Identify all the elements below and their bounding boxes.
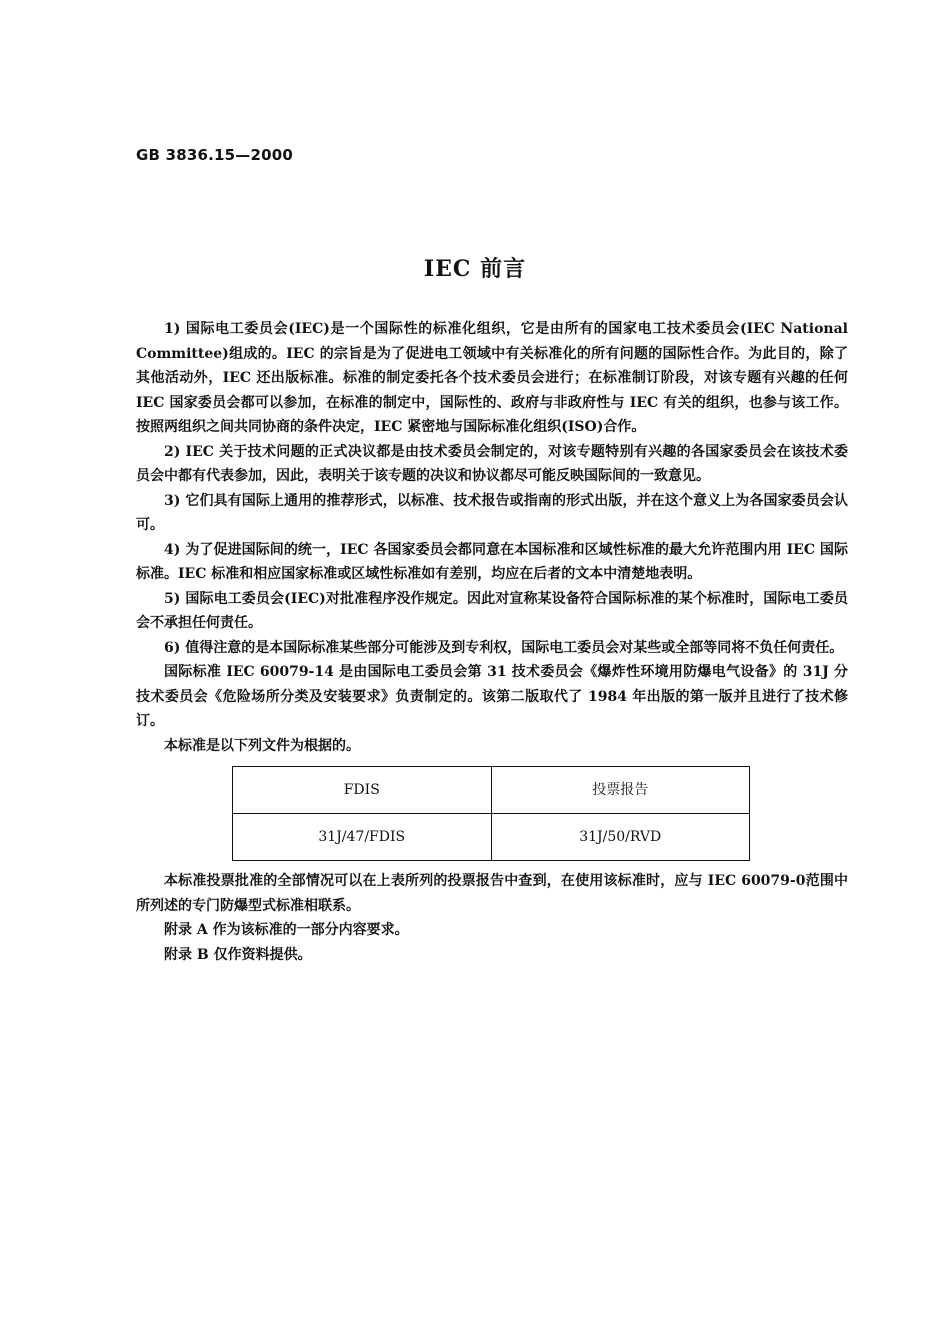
table-row bbox=[233, 814, 750, 861]
paragraph-annex-b: 附录 B 仅作资料提供。 bbox=[164, 946, 312, 963]
paragraph-basis: 本标准是以下列文件为根据的。 bbox=[164, 737, 360, 754]
table-header-row bbox=[233, 767, 750, 814]
document-code: GB 3836.15—2000 bbox=[136, 146, 294, 164]
paragraph-3: 3) 它们具有国际上通用的推荐形式，以标准、技术报告或指南的形式出版，并在这个意义上为各国家委员会认可。 bbox=[136, 492, 848, 533]
paragraph-1: 1) 国际电工委员会(IEC)是一个国际性的标准化组织，它是由所有的国家电工技术委员会(IEC National Committee)组成的。IEC 的宗旨是为了促进电工领域中有关标准化的所有问题的国际性合作。为此目的，除了其他活动外，IEC 还出版标准。标准的制定委托各个技术委员会进行；在标准制订阶段，对该专题有兴趣的任何 IEC 国家委员会都可以参加，在标准的制定中，国际性的、政府与非政府性与 IEC 有关的组织，也参与该工作。按照两组织之间共同协商的条件决定，IEC 紧密地与国际标准化组织(ISO)合作。 bbox=[136, 321, 848, 435]
table-header-fdis: FDIS bbox=[233, 767, 492, 814]
table-cell-rvd: 31J/50/RVD bbox=[491, 814, 750, 861]
table-cell-fdis: 31J/47/FDIS bbox=[233, 814, 492, 861]
document-body bbox=[136, 317, 848, 967]
page-title: IEC 前言 bbox=[423, 256, 527, 282]
paragraph-4: 4) 为了促进国际间的统一，IEC 各国家委员会都同意在本国标准和区域性标准的最大允许范围内用 IEC 国际标准。IEC 标准和相应国家标准或区域性标准如有差别，均应在后者的文本中清楚地表明。 bbox=[136, 541, 848, 582]
voting-documents-table bbox=[232, 766, 750, 861]
paragraph-annex-a: 附录 A 作为该标准的一部分内容要求。 bbox=[164, 922, 409, 938]
table-header-voting-report: 投票报告 bbox=[491, 767, 750, 814]
paragraph-standard-info: 国际标准 IEC 60079-14 是由国际电工委员会第 31 技术委员会《爆炸性环境用防爆电气设备》的 31J 分技术委员会《危险场所分类及安装要求》负责制定的。该第二版取代了 1984 年出版的第一版并且进行了技术修订。 bbox=[136, 664, 848, 729]
paragraph-6: 6) 值得注意的是本国际标准某些部分可能涉及到专利权，国际电工委员会对某些或全部等同将不负任何责任。 bbox=[164, 639, 844, 656]
paragraph-5: 5) 国际电工委员会(IEC)对批准程序没作规定。因此对宣称某设备符合国际标准的某个标准时，国际电工委员会不承担任何责任。 bbox=[136, 590, 848, 631]
paragraph-voting-info: 本标准投票批准的全部情况可以在上表所列的投票报告中查到，在使用该标准时，应与 IEC 60079-0范围中所列述的专门防爆型式标准相联系。 bbox=[136, 873, 848, 914]
paragraph-2: 2) IEC 关于技术问题的正式决议都是由技术委员会制定的，对该专题特别有兴趣的各国家委员会在该技术委员会中都有代表参加，因此，表明关于该专题的决议和协议都尽可能反映国际间的一致意见。 bbox=[136, 443, 848, 484]
